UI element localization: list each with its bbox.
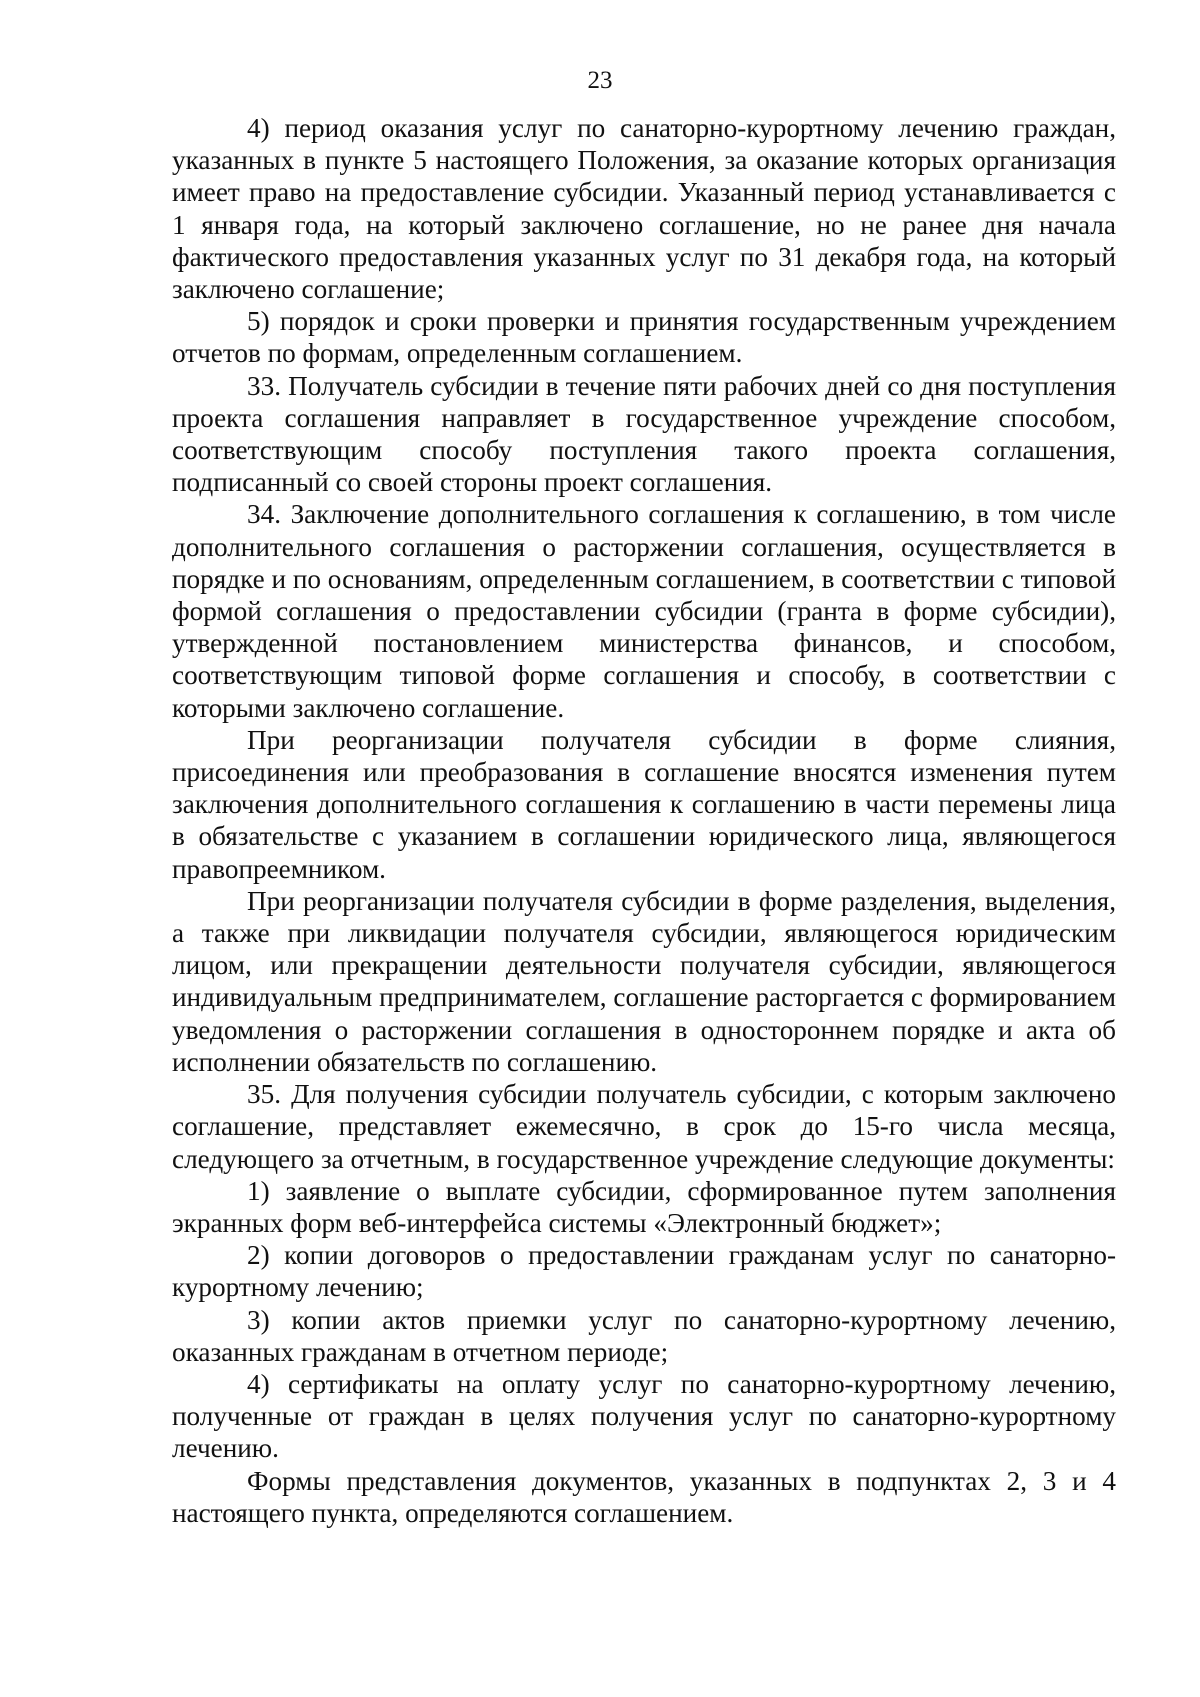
document-body xyxy=(172,112,1116,1529)
paragraph-subitem-4-service-period: 4) период оказания услуг по санаторно-курортному лечению граждан, указанных в пункте 5 настоящего Положения, за оказание которых организация имеет право на предоставление субсидии. Указанный период устанавливается с 1 января года, на который заключено соглашение, но не ранее дня начала фактического предоставления указанных услуг по 31 декабря года, на который заключено соглашение; xyxy=(172,113,1116,305)
paragraph-item-35: 35. Для получения субсидии получатель субсидии, с которым заключено соглашение, представляет ежемесячно, в срок до 15-го числа месяца, следующего за отчетным, в государственное учреждение следующие документы: xyxy=(172,1079,1116,1174)
paragraph-document-3-acceptance-acts: 3) копии актов приемки услуг по санаторно-курортному лечению, оказанных гражданам в отчетном периоде; xyxy=(172,1304,1116,1367)
paragraph-document-forms: Формы представления документов, указанных в подпунктах 2, 3 и 4 настоящего пункта, определяются соглашением. xyxy=(172,1465,1116,1528)
page-number: 23 xyxy=(587,67,613,94)
paragraph-reorganization-division: При реорганизации получателя субсидии в форме разделения, выделения, а также при ликвидации получателя субсидии, являющегося юридическим лицом, или прекращении деятельности получателя субсидии, являющегося индивидуальным предпринимателем, соглашение расторгается с формированием уведомления о расторжении соглашения в одностороннем порядке и акта об исполнении обязательств по соглашению. xyxy=(172,885,1116,1077)
paragraph-document-2-contracts: 2) копии договоров о предоставлении гражданам услуг по санаторно-курортному лечению; xyxy=(172,1240,1116,1303)
paragraph-document-1-application: 1) заявление о выплате субсидии, сформированное путем заполнения экранных форм веб-интерфейса системы «Электронный бюджет»; xyxy=(172,1175,1116,1238)
paragraph-reorganization-merger: При реорганизации получателя субсидии в форме слияния, присоединения или преобразования в соглашение вносятся изменения путем заключения дополнительного соглашения к соглашению в части перемены лица в обязательстве с указанием в соглашении юридического лица, являющегося правопреемником. xyxy=(172,724,1116,884)
paragraph-document-4-certificates: 4) сертификаты на оплату услуг по санаторно-курортному лечению, полученные от граждан в целях получения услуг по санаторно-курортному лечению. xyxy=(172,1368,1116,1464)
paragraph-subitem-5-report-review: 5) порядок и сроки проверки и принятия государственным учреждением отчетов по формам, определенным соглашением. xyxy=(172,306,1116,369)
paragraph-item-34: 34. Заключение дополнительного соглашения к соглашению, в том числе дополнительного соглашения о расторжении соглашения, осуществляется в порядке и по основаниям, определенным соглашением, в соответствии с типовой формой соглашения о предоставлении субсидии (гранта в форме субсидии), утвержденной постановлением министерства финансов, и способом, соответствующим типовой форме соглашения и способу, в соответствии с которыми заключено соглашение. xyxy=(172,499,1116,723)
paragraph-item-33: 33. Получатель субсидии в течение пяти рабочих дней со дня поступления проекта соглашения направляет в государственное учреждение способом, соответствующим способу поступления такого проекта соглашения, подписанный со своей стороны проект соглашения. xyxy=(172,370,1116,498)
